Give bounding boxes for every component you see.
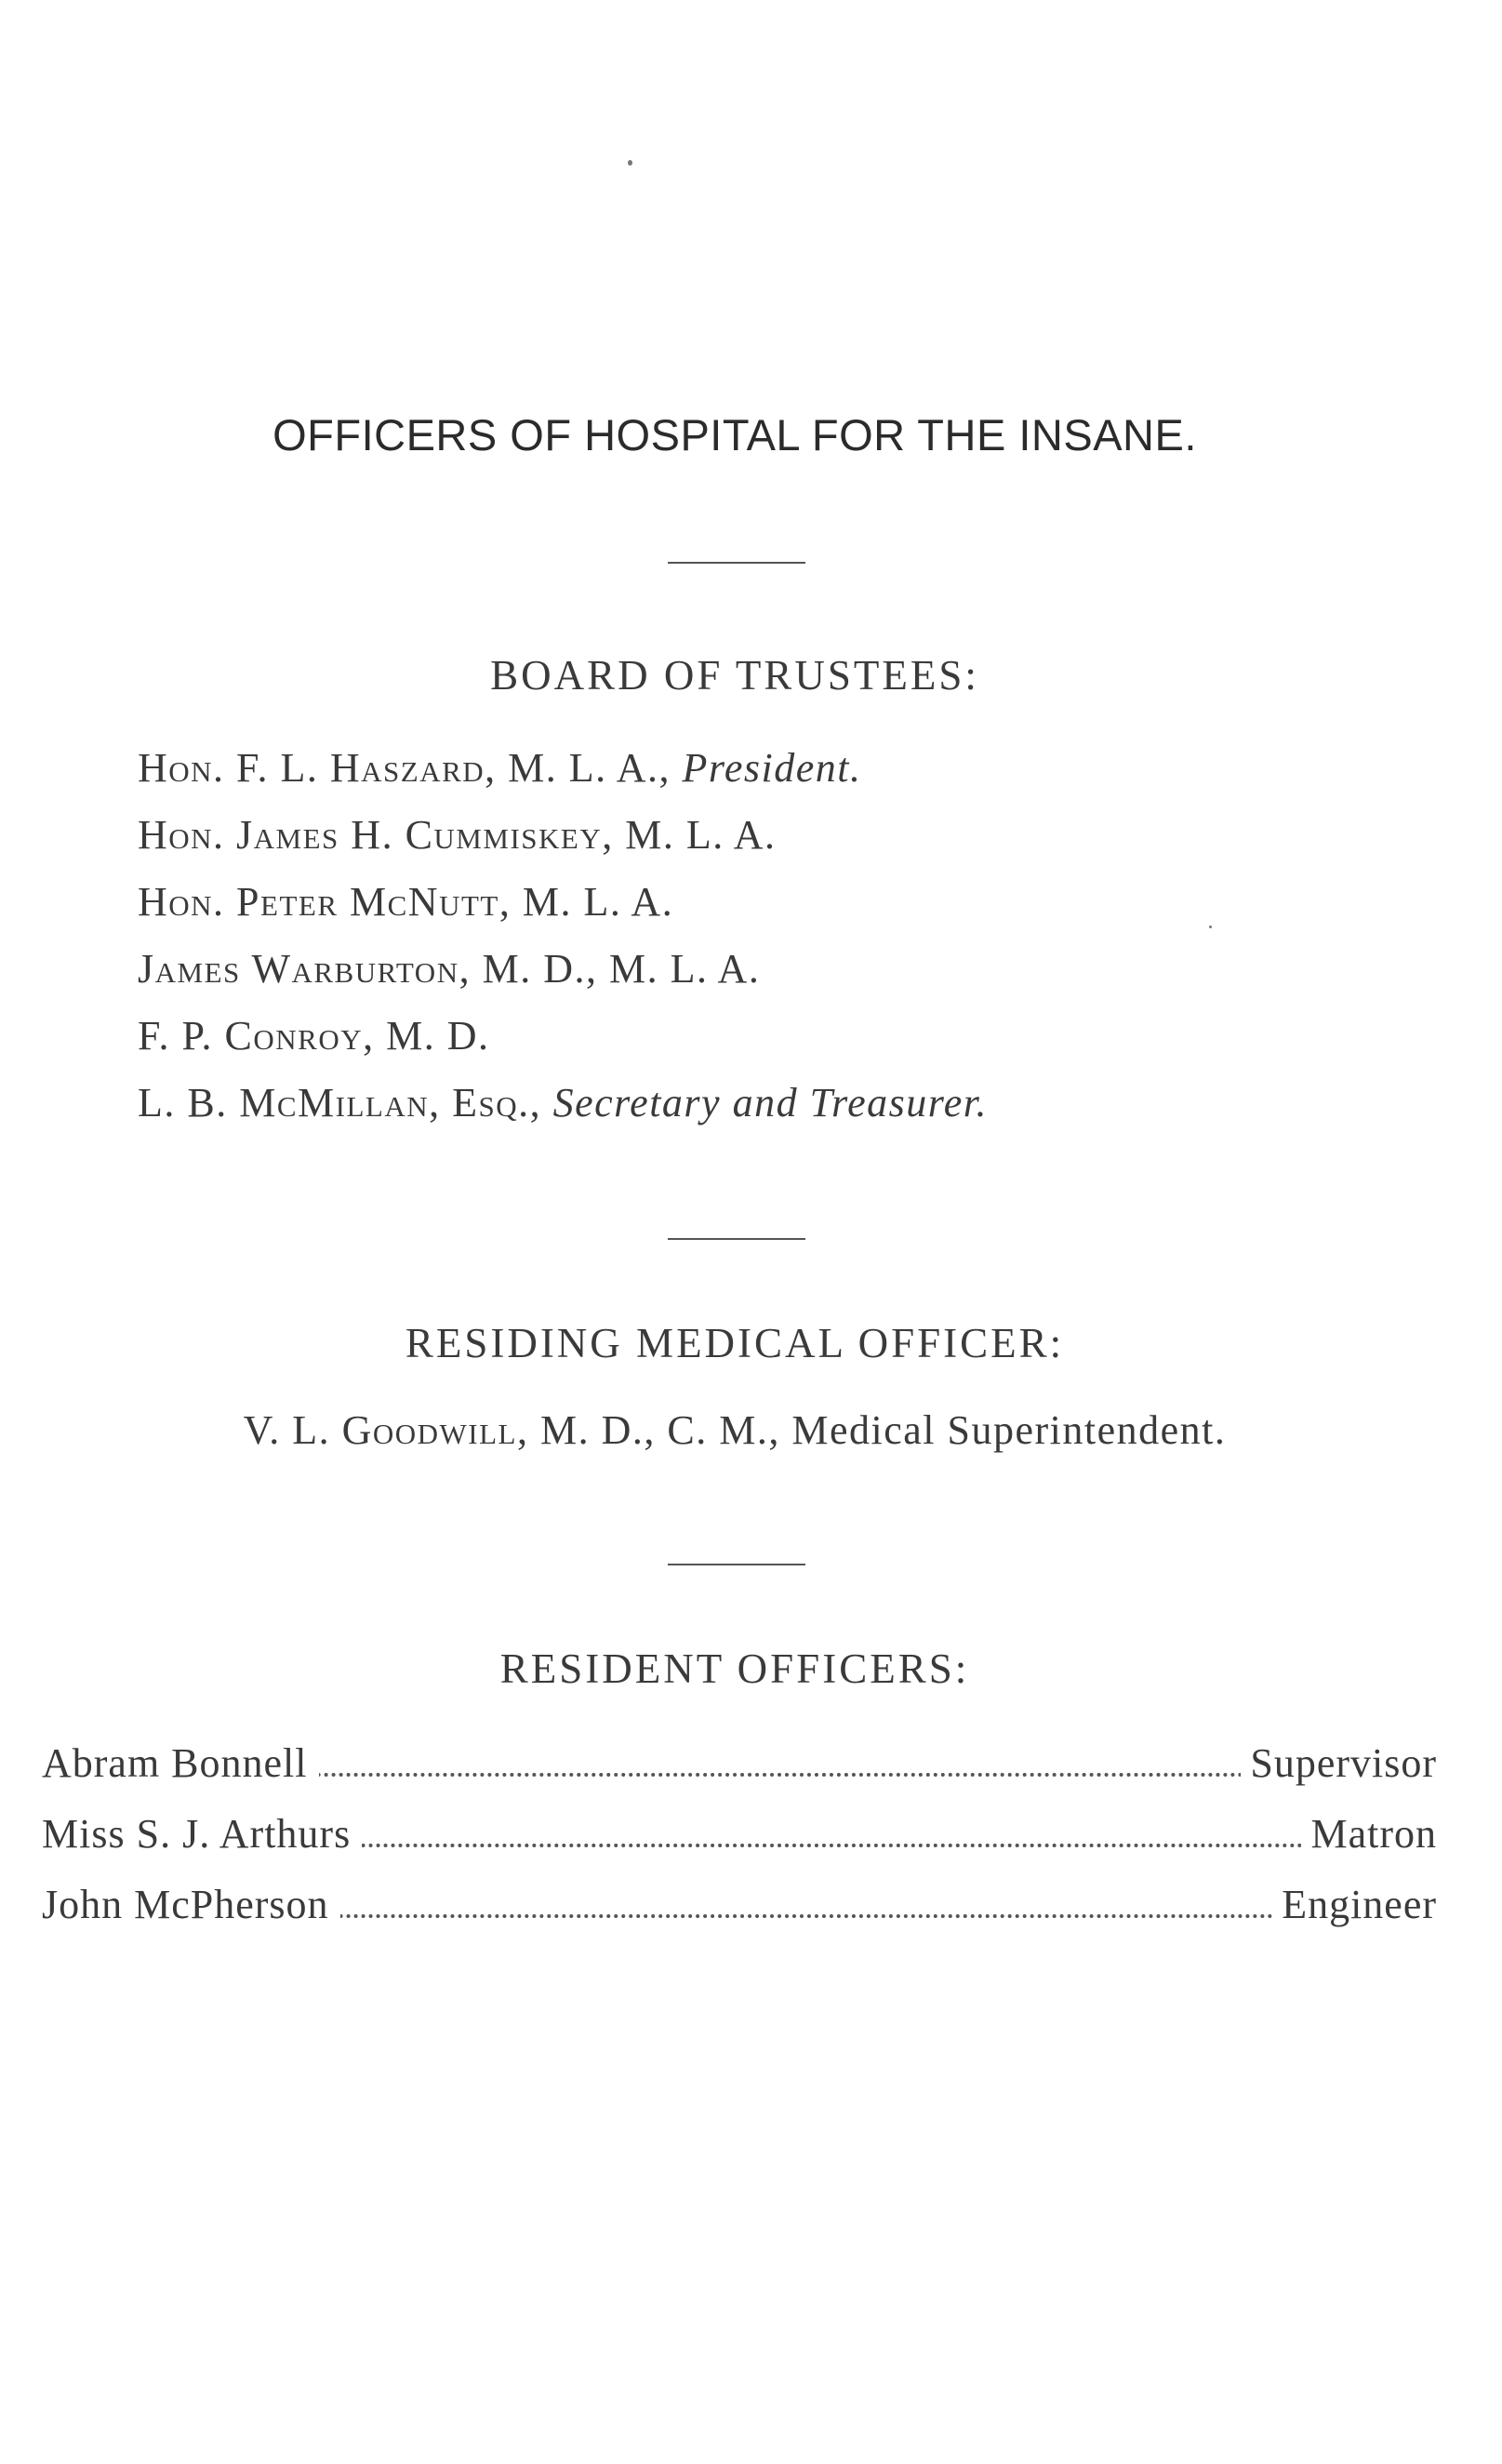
officer-row [42, 1881, 1437, 1933]
officer-name: Abram Bonnell [42, 1739, 319, 1787]
trustee-line [138, 945, 760, 992]
officer-name: John McPherson [42, 1881, 340, 1928]
trustee-name: Hon. Peter McNutt, M. L. A. [138, 879, 674, 925]
trustee-line [138, 744, 862, 792]
trustee-name: F. P. Conroy, M. D. [138, 1013, 490, 1059]
resident-heading: RESIDENT OFFICERS: [499, 1645, 970, 1692]
officer-role: Engineer [1272, 1881, 1437, 1928]
trustee-name: James Warburton, M. D., M. L. A. [138, 946, 761, 992]
trustee-name: Hon. F. L. Haszard, M. L. A., [138, 745, 671, 791]
officer-row [42, 1810, 1437, 1862]
trustee-role: President. [682, 745, 862, 791]
trustee-role: Secretary and Treasurer. [552, 1080, 989, 1125]
page-title: OFFICERS OF HOSPITAL FOR THE INSANE. [272, 410, 1197, 460]
trustee-line [138, 878, 673, 926]
medical-heading: RESIDING MEDICAL OFFICER: [405, 1320, 1065, 1366]
trustee-line [138, 1079, 988, 1126]
trustee-name: Hon. James H. Cummiskey, M. L. A. [138, 812, 777, 858]
paper-speck [628, 160, 632, 166]
medical-officer-degrees: M. D., C. M., Medical Superintendent. [539, 1407, 1227, 1453]
section-divider [668, 562, 805, 564]
officer-role: Matron [1301, 1810, 1437, 1858]
trustee-line [138, 1012, 490, 1059]
medical-officer-line [0, 1406, 1469, 1454]
medical-officer-name: V. L. Goodwill, [243, 1407, 529, 1453]
officer-row [42, 1739, 1437, 1791]
trustee-name: L. B. McMillan, Esq., [138, 1080, 542, 1125]
board-heading: BOARD OF TRUSTEES: [490, 652, 979, 699]
section-divider [668, 1564, 805, 1565]
officer-name: Miss S. J. Arthurs [42, 1810, 362, 1858]
officer-role: Supervisor [1241, 1739, 1437, 1787]
section-divider [668, 1238, 805, 1240]
trustee-line [138, 811, 777, 859]
paper-speck [1209, 926, 1212, 928]
